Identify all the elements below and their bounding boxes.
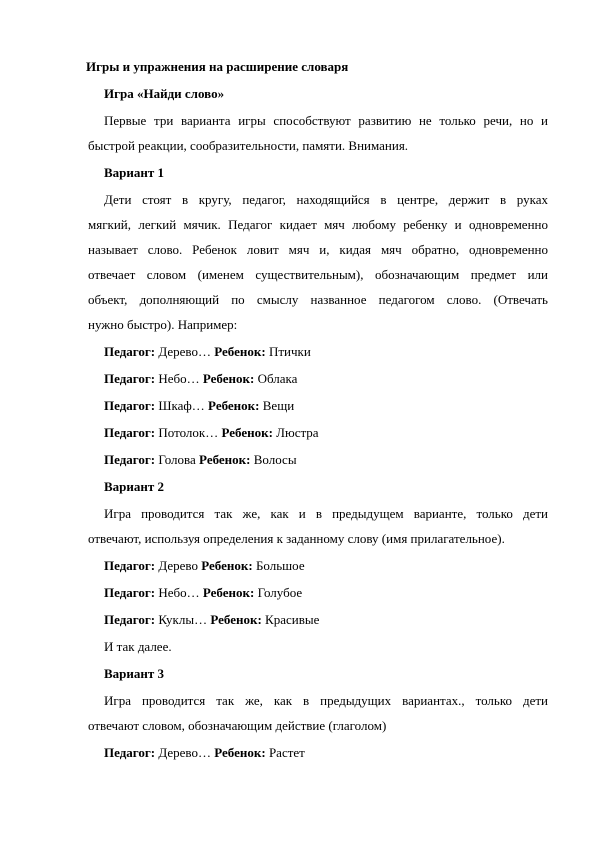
example-line [104,558,305,574]
variant1-line-5: объект, дополняющий по смыслу названное педагогом слово. (Отвечать [88,292,548,307]
teacher-label: Педагог: [104,585,156,600]
variant1-line-2: мягкий, легкий мячик. Педагог кидает мяч любому ребенку и одновременно [88,217,548,232]
teacher-word: Небо… [155,585,203,600]
intro-line-1: Первые три варианта игры способствуют развитию не только речи, но и [104,113,548,128]
child-label: Ребенок: [201,558,253,573]
example-line [104,452,297,468]
variant2-closing: И так далее. [104,639,172,654]
child-word: Облака [254,371,298,386]
child-label: Ребенок: [210,612,262,627]
variant3-heading: Вариант 3 [104,666,165,681]
teacher-label: Педагог: [104,745,156,760]
game-title: Игра «Найди слово» [104,86,225,101]
teacher-label: Педагог: [104,558,156,573]
variant3-line-2: отвечают словом, обозначающим действие (глаголом) [88,718,387,733]
teacher-word: Потолок… [155,425,222,440]
teacher-label: Педагог: [104,612,156,627]
child-label: Ребенок: [202,371,255,386]
teacher-word: Шкаф… [155,398,209,413]
variant1-line-6: нужно быстро). Например: [88,317,238,332]
teacher-label: Педагог: [104,452,156,467]
variant3-line-1: Игра проводится так же, как в предыдущих вариантах., только дети [104,693,548,708]
variant2-heading: Вариант 2 [104,479,165,494]
teacher-word: Небо… [155,371,203,386]
teacher-label: Педагог: [104,344,156,359]
child-word: Красивые [261,612,320,627]
child-label: Ребенок: [208,398,260,413]
intro-line-2: быстрой реакции, сообразительности, памяти. Внимания. [88,138,409,153]
child-label: Ребенок: [202,585,255,600]
document-title: Игры и упражнения на расширение словаря [86,59,349,74]
teacher-label: Педагог: [104,371,156,386]
variant2-line-1: Игра проводится так же, как и в предыдущем варианте, только дети [104,506,548,521]
child-label: Ребенок: [221,425,273,440]
child-word: Большое [252,558,305,573]
teacher-word: Куклы… [155,612,211,627]
example-line [104,585,302,601]
child-word: Волосы [250,452,297,467]
example-line [104,398,294,414]
teacher-word: Голова [155,452,200,467]
variant1-heading: Вариант 1 [104,165,165,180]
child-label: Ребенок: [214,344,266,359]
teacher-word: Дерево… [155,745,215,760]
teacher-word: Дерево [155,558,202,573]
variant1-line-1: Дети стоят в кругу, педагог, находящийся в центре, держит в руках [104,192,548,207]
example-line [104,371,297,387]
teacher-label: Педагог: [104,398,156,413]
teacher-word: Дерево… [155,344,215,359]
example-line [104,612,319,628]
child-word: Люстра [272,425,319,440]
variant1-line-3: называет слово. Ребенок ловит мяч и, кидая мяч обратно, одновременно [88,242,548,257]
example-line [104,425,319,441]
child-word: Вещи [259,398,295,413]
child-word: Растет [265,745,305,760]
example-line [104,344,311,360]
child-word: Голубое [254,585,303,600]
child-word: Птички [265,344,311,359]
example-line [104,745,305,761]
teacher-label: Педагог: [104,425,156,440]
variant2-line-2: отвечают, используя определения к заданному слову (имя прилагательное). [88,531,505,546]
child-label: Ребенок: [214,745,266,760]
variant1-line-4: отвечает словом (именем существительным), обозначающим предмет или [88,267,548,282]
child-label: Ребенок: [199,452,251,467]
